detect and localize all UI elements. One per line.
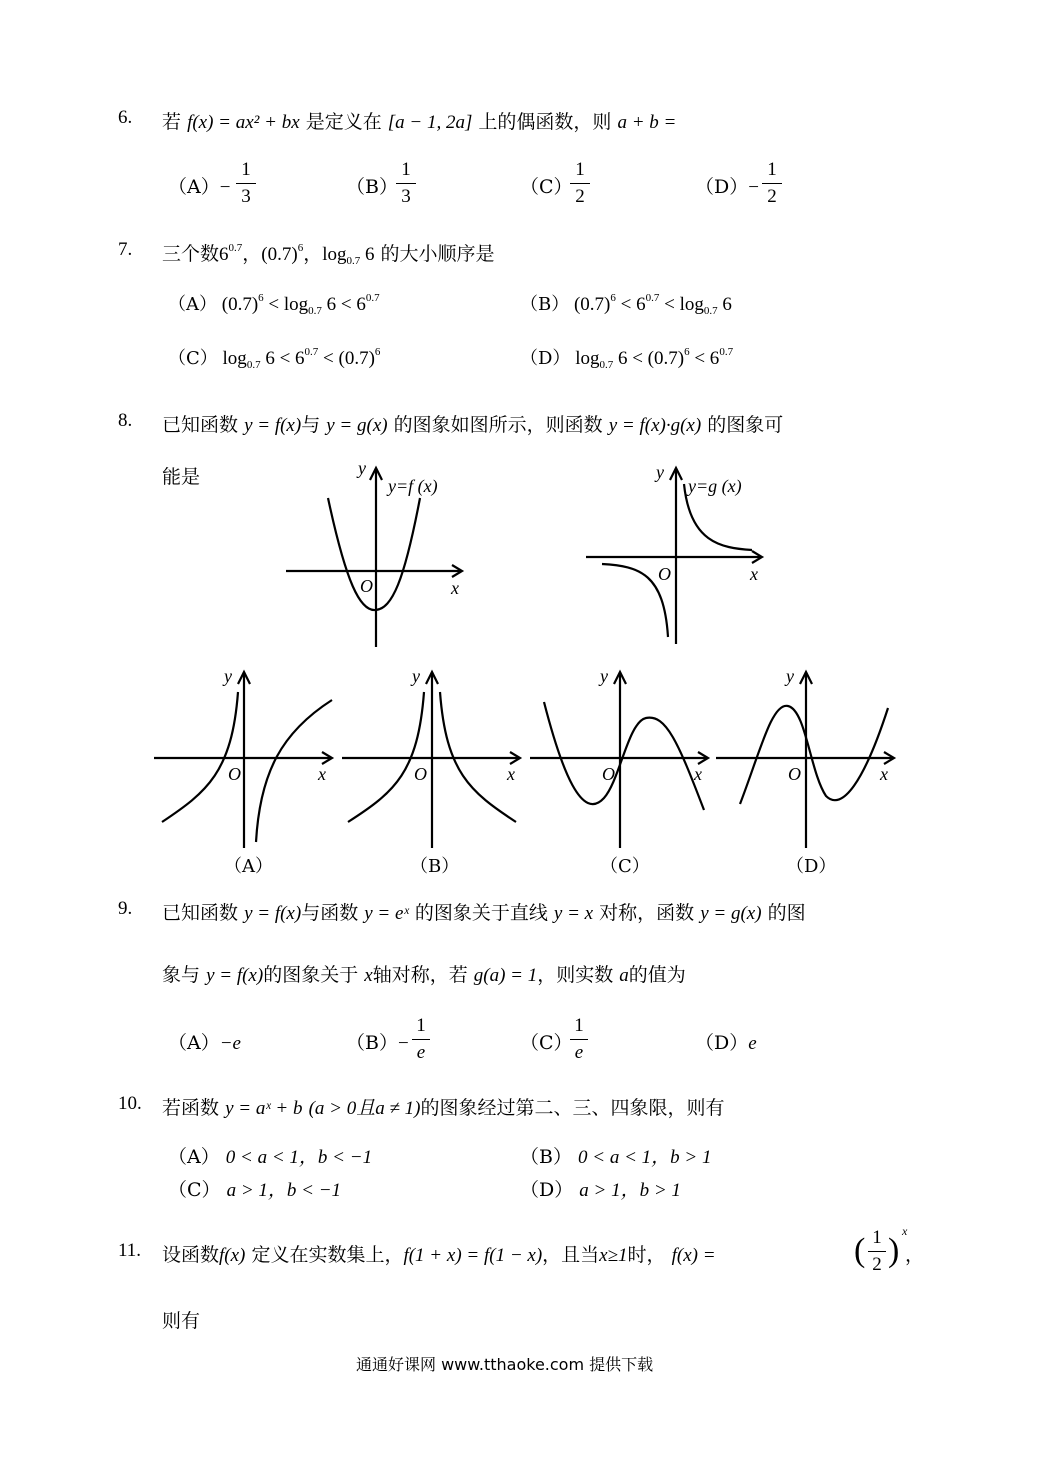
q7-stem-end: 的大小顺序是 <box>380 243 495 265</box>
cubic-curve <box>740 706 888 804</box>
x-axis-label: x <box>694 764 702 784</box>
q6-interval: [a − 1, 2a] <box>387 112 473 133</box>
q8-stem-text: 的图象可 <box>707 414 784 436</box>
fraction-denominator: 3 <box>241 186 251 207</box>
q9-stem-text: 的图象关于 <box>263 964 359 986</box>
graph-f-label: y=f (x) <box>388 476 438 496</box>
q9-exp-expr: y = eˣ <box>364 903 409 924</box>
q9-stem-text: 的图象关于直线 <box>414 902 548 924</box>
q6-option-d-fraction <box>762 158 782 209</box>
option-label: （A） <box>168 1032 220 1054</box>
q11-paren-left: ( <box>854 1232 866 1269</box>
option-label: （B） <box>346 176 398 198</box>
q9-stem-text: 对称，函数 <box>599 902 695 924</box>
option-label: （D） <box>695 176 749 198</box>
q11-fraction <box>868 1226 886 1277</box>
q11-stem-text: 时， <box>627 1244 666 1266</box>
fraction-numerator: 1 <box>872 1227 882 1248</box>
fraction-numerator: 1 <box>767 159 777 180</box>
q10-number: 10. <box>118 1093 142 1114</box>
fraction-denominator: 2 <box>872 1254 882 1275</box>
option-label: （A） <box>168 176 220 198</box>
q9-stem-text: ，则实数 <box>537 964 614 986</box>
q9-option-c-fraction <box>570 1014 588 1065</box>
q9-stem-text: 已知函数 <box>162 902 239 924</box>
q11-stem-text: 定义在实数集上， <box>251 1244 404 1266</box>
fraction-numerator: 1 <box>574 1015 584 1036</box>
q6-ask: a + b = <box>617 112 677 133</box>
option-label: （C） <box>520 1032 573 1054</box>
q6-option-b-fraction <box>396 158 416 209</box>
q11-fx: f(x) <box>219 1245 246 1266</box>
x-axis-label: x <box>880 764 888 784</box>
fraction-numerator: 1 <box>575 159 585 180</box>
q8-graph-g <box>580 462 780 652</box>
q8-stem <box>162 410 783 437</box>
q9-stem-text: 与函数 <box>301 902 359 924</box>
option-label: （C） <box>520 176 573 198</box>
q11-stem-text: 设函数 <box>162 1244 220 1266</box>
option-label: （B） <box>520 294 570 315</box>
x-axis-label: x <box>750 564 758 584</box>
q6-option-c[interactable] <box>520 172 573 199</box>
q11-comma: ， <box>905 1244 925 1266</box>
y-axis-label: y <box>656 462 664 482</box>
q10-stem-text: 若函数 <box>162 1097 220 1119</box>
q7-option-c[interactable] <box>168 344 380 371</box>
q9-option-b[interactable] <box>346 1028 409 1055</box>
y-axis-label: y <box>412 666 420 686</box>
q11-fx-def: f(x) = <box>671 1245 716 1266</box>
q6-stem <box>162 107 676 134</box>
option-label: （D） <box>520 348 571 369</box>
q9-stem-text: 象与 <box>162 964 201 986</box>
q9-stem <box>162 898 806 925</box>
option-label: （D） <box>695 1032 749 1054</box>
q10-function: y = aˣ + b <box>225 1098 303 1119</box>
option-sign: − <box>748 177 759 198</box>
fraction-denominator: 3 <box>401 186 411 207</box>
q9-option-a[interactable] <box>168 1028 241 1055</box>
parabola-curve <box>328 498 420 610</box>
q10-condition: (a > 0且a ≠ 1) <box>308 1098 421 1119</box>
fraction-numerator: 1 <box>241 159 251 180</box>
q10-option-a[interactable] <box>168 1142 372 1169</box>
q11-exponent: x <box>902 1224 908 1238</box>
q9-a-var: a <box>619 965 629 986</box>
q7-option-a[interactable] <box>168 290 380 317</box>
option-value: $\log_{0.7} 6 < (0.7)^6 < 6^{0.7}$ <box>575 346 734 371</box>
q7-expr-3: $\log_{0.7} 6$ <box>322 244 375 267</box>
q6-option-b[interactable] <box>346 172 398 199</box>
option-value: a > 1，b < −1 <box>226 1180 342 1201</box>
q6-option-a-fraction <box>236 158 256 209</box>
fraction-numerator: 1 <box>416 1015 426 1036</box>
origin-label: O <box>788 764 801 784</box>
q11-symmetry-eq: f(1 + x) = f(1 − x) <box>403 1245 543 1266</box>
option-label: （D） <box>520 1179 574 1201</box>
q6-number: 6. <box>118 107 133 128</box>
q8-option-d-graph[interactable] <box>714 662 899 852</box>
q8-stem-text: 的图象如图所示，则函数 <box>393 414 603 436</box>
q9-option-c[interactable] <box>520 1028 573 1055</box>
q10-stem <box>162 1093 724 1120</box>
q9-option-d[interactable] <box>695 1028 757 1055</box>
y-axis-label: y <box>224 666 232 686</box>
q9-condition: g(a) = 1 <box>473 965 538 986</box>
y-axis-label: y <box>358 458 366 478</box>
q9-stem-text: 的图 <box>767 902 806 924</box>
option-sign: − <box>219 177 231 198</box>
origin-label: O <box>228 764 241 784</box>
q7-stem-text: 三个数 <box>162 243 220 265</box>
q7-expr-2: $(0.7)^6$ <box>261 242 304 265</box>
q9-option-b-fraction <box>412 1014 430 1065</box>
origin-label: O <box>414 764 427 784</box>
q7-stem <box>162 239 495 267</box>
q9-f-expr: y = f(x) <box>206 965 264 986</box>
q11-stem <box>162 1240 716 1267</box>
option-value: a > 1，b > 1 <box>579 1180 681 1201</box>
q8-g-expr: y = g(x) <box>326 415 388 436</box>
q10-option-d[interactable] <box>520 1175 681 1202</box>
q8-caption-c: （C） <box>600 856 650 877</box>
q7-comma: ， <box>242 243 262 265</box>
fraction-denominator: 2 <box>767 186 777 207</box>
option-label: （C） <box>168 1179 221 1201</box>
q8-option-a-graph[interactable] <box>152 662 337 852</box>
option-sign: − <box>397 1033 409 1054</box>
x-axis-label: x <box>507 764 515 784</box>
origin-label: O <box>360 576 373 596</box>
q8-graph-f <box>280 458 480 652</box>
q11-paren-right: ) <box>888 1232 900 1269</box>
q6-stem-mid: 是定义在 <box>305 111 382 133</box>
q7-expr-1: $6^{0.7}$ <box>219 242 243 265</box>
page-footer: 通通好课网 www.tthaoke.com 提供下载 <box>356 1355 654 1374</box>
origin-label: O <box>658 564 671 584</box>
option-value: $(0.7)^6 < \log_{0.7} 6 < 6^{0.7}$ <box>221 292 380 317</box>
q10-option-c[interactable] <box>168 1175 341 1202</box>
q9-g-expr: y = g(x) <box>700 903 762 924</box>
q8-option-c-graph[interactable] <box>528 662 713 852</box>
q7-option-b[interactable] <box>520 290 732 317</box>
q10-option-b[interactable] <box>520 1142 711 1169</box>
q9-stem-text: 的值为 <box>628 964 686 986</box>
q9-stem-text: 轴对称，若 <box>372 964 468 986</box>
q8-stem-text: 已知函数 <box>162 414 239 436</box>
option-label: （A） <box>168 1146 220 1168</box>
q11-stem-line2: 则有 <box>162 1310 201 1332</box>
fraction-denominator: e <box>416 1042 426 1063</box>
fraction-numerator: 1 <box>401 159 411 180</box>
q6-function: f(x) = ax² + bx <box>187 112 300 133</box>
q8-caption-d: （D） <box>786 856 837 877</box>
q7-number: 7. <box>118 239 133 260</box>
q6-stem-text: 若 <box>162 111 182 133</box>
q8-number: 8. <box>118 410 133 431</box>
q6-option-a[interactable] <box>168 172 230 199</box>
q7-option-d[interactable] <box>520 344 733 371</box>
option-value: $(0.7)^6 < 6^{0.7} < \log_{0.7} 6$ <box>573 292 732 317</box>
fraction-denominator: e <box>574 1042 584 1063</box>
q8-stem-text: 与 <box>301 414 321 436</box>
option-value: 0 < a < 1，b < −1 <box>225 1147 373 1168</box>
q10-stem-text: 的图象经过第二、三、四象限，则有 <box>420 1097 725 1119</box>
option-label: （B） <box>346 1032 398 1054</box>
graph-g-label: y=g (x) <box>688 476 742 496</box>
q8-f-expr: y = f(x) <box>244 415 302 436</box>
q6-option-d[interactable] <box>695 172 759 199</box>
q9-x-var: x <box>364 965 373 986</box>
q11-stem-text: ，且当 <box>542 1244 600 1266</box>
option-value: −e <box>219 1033 241 1054</box>
x-axis-label: x <box>451 578 459 598</box>
q6-stem-after: 上的偶函数，则 <box>478 111 612 133</box>
q8-caption-b: （B） <box>410 856 460 877</box>
fraction-denominator: 2 <box>575 186 585 207</box>
q9-f-expr: y = f(x) <box>244 903 302 924</box>
q8-option-b-graph[interactable] <box>340 662 525 852</box>
q9-number: 9. <box>118 898 133 919</box>
option-value: $\log_{0.7} 6 < 6^{0.7} < (0.7)^6$ <box>222 346 381 371</box>
cubic-curve <box>544 702 704 810</box>
q8-caption-a: （A） <box>224 856 273 877</box>
q11-condition: x≥1 <box>599 1245 628 1266</box>
q7-comma: ， <box>303 243 323 265</box>
option-value: e <box>748 1033 757 1054</box>
q8-stem-line2: 能是 <box>162 466 201 488</box>
option-label: （B） <box>520 1146 572 1168</box>
q11-number: 11. <box>118 1240 142 1261</box>
x-axis-label: x <box>318 764 326 784</box>
q6-option-c-fraction <box>570 158 590 209</box>
y-axis-label: y <box>786 666 794 686</box>
y-axis-label: y <box>600 666 608 686</box>
q9-stem-line2 <box>162 960 686 987</box>
option-label: （A） <box>168 294 217 315</box>
q9-line-expr: y = x <box>553 903 594 924</box>
option-value: 0 < a < 1，b > 1 <box>578 1147 712 1168</box>
q8-product-expr: y = f(x)·g(x) <box>608 415 702 436</box>
option-label: （C） <box>168 348 218 369</box>
origin-label: O <box>602 764 615 784</box>
